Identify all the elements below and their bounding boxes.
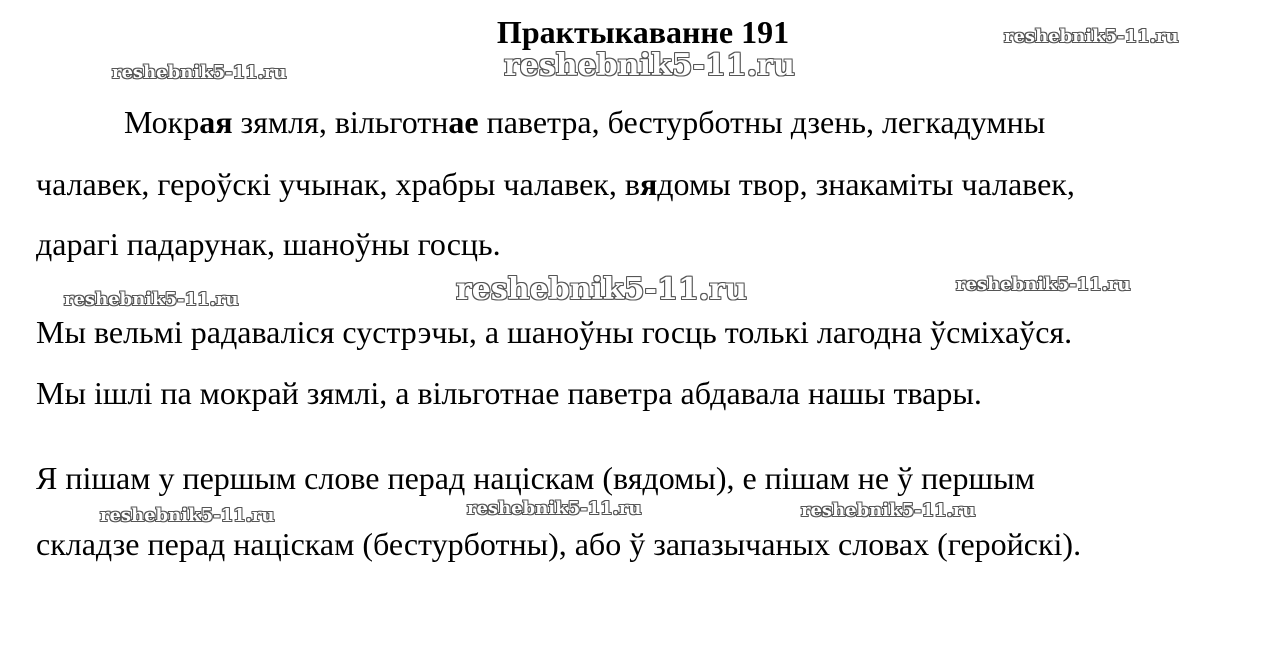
text-segment: домы твор, знакаміты чалавек, (657, 166, 1075, 202)
rule-line-2: складзе перад націскам (бестурботны), або ў запазычаных словах (геройскі). (36, 526, 1082, 562)
watermark: reshebnik5-11.ru (456, 272, 747, 307)
watermark: reshebnik5-11.ru (112, 62, 287, 83)
highlighted-ending: ае (448, 104, 479, 140)
sentence-2: Мы ішлі па мокрай зямлі, а вільготнае паветра абдавала нашы твары. (36, 375, 982, 411)
text-segment: паветра, бестурботны дзень, легкадумны (478, 104, 1046, 140)
text-segment: зямля, вільготн (232, 104, 449, 140)
rule-line-1: Я пішам у першым слове перад націскам (вядомы), е пішам не ў першым (36, 460, 1035, 496)
watermark: reshebnik5-11.ru (100, 505, 275, 526)
text-segment: Мокр (124, 104, 200, 140)
highlighted-letter: я (639, 166, 658, 202)
watermark: reshebnik5-11.ru (467, 498, 642, 519)
watermark: reshebnik5-11.ru (956, 274, 1131, 295)
paragraph-line: дарагі падарунак, шаноўны госць. (36, 226, 501, 262)
sentence-1: Мы вельмі радаваліся сустрэчы, а шаноўны госць толькі лагодна ўсміхаўся. (36, 314, 1073, 350)
watermark: reshebnik5-11.ru (64, 289, 239, 310)
watermark: reshebnik5-11.ru (504, 48, 795, 83)
watermark: reshebnik5-11.ru (801, 500, 976, 521)
watermark: reshebnik5-11.ru (1004, 26, 1179, 47)
text-segment: чалавек, героўскі учынак, храбры чалавек, в (36, 166, 640, 202)
page-title: Практыкаванне 191 (496, 14, 790, 50)
paragraph-line (124, 102, 1045, 142)
paragraph-line (36, 164, 1075, 204)
highlighted-ending: ая (199, 104, 233, 140)
